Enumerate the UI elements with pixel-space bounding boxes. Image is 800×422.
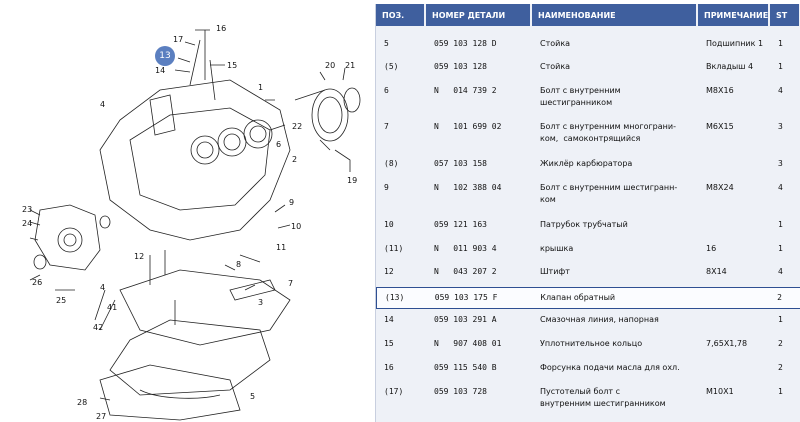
row-pos: (8): [384, 159, 399, 168]
row-part-number: N 101 699 02: [434, 122, 502, 131]
table-row-selected[interactable]: [376, 287, 800, 309]
row-name: Пустотелый болт с внутренним шестигранником: [540, 387, 666, 408]
row-pos: (5): [384, 62, 399, 71]
row-st: 1: [778, 244, 783, 253]
callout-12: 12: [134, 252, 145, 261]
callout-21: 21: [345, 61, 356, 70]
row-part-number: 059 103 175 F: [434, 293, 498, 302]
callout-16: 16: [216, 24, 227, 33]
row-note: [698, 158, 770, 170]
row-note: 8X14: [706, 267, 727, 276]
header-part-number: НОМЕР ДЕТАЛИ: [426, 4, 532, 26]
callout-23: 23: [22, 205, 33, 214]
row-pos: 9: [384, 183, 389, 192]
callout-14: 14: [155, 66, 166, 75]
row-st: 1: [778, 220, 783, 229]
row-pos: 6: [384, 86, 389, 95]
row-pos: 7: [384, 122, 389, 131]
row-st: 1: [778, 62, 783, 71]
callout-13-highlighted[interactable]: 13: [155, 46, 175, 66]
callout-11: 11: [276, 243, 287, 252]
callout-8: 8: [236, 260, 242, 269]
row-note: M6X15: [706, 122, 734, 131]
row-name: Болт с внутренним шестигранником: [540, 86, 621, 107]
row-note: 16: [706, 244, 717, 253]
row-part-number: 059 103 128: [434, 62, 487, 71]
row-name: Стойка: [540, 39, 571, 48]
row-st: 2: [778, 363, 783, 372]
callout-20: 20: [325, 61, 336, 70]
callout-22: 22: [292, 122, 303, 131]
callout-28: 28: [77, 398, 88, 407]
callout-15: 15: [227, 61, 238, 70]
row-st: 4: [778, 183, 783, 192]
callout-25: 25: [56, 296, 67, 305]
row-pos: (13): [385, 293, 405, 302]
table-row[interactable]: [376, 219, 800, 231]
row-pos: (11): [384, 244, 404, 253]
header-note: ПРИМЕЧАНИЕ: [698, 4, 770, 26]
callout-9: 9: [289, 198, 295, 207]
row-name: Штифт: [540, 267, 570, 276]
parts-list-table: [375, 4, 800, 422]
row-st: 4: [778, 86, 783, 95]
row-st: 1: [778, 315, 783, 324]
header-name: НАИМЕНОВАНИЕ: [532, 4, 698, 26]
table-row[interactable]: [376, 243, 800, 255]
header-pos: ПОЗ.: [376, 4, 426, 26]
row-name: Стойка: [540, 62, 571, 71]
table-header: [376, 4, 800, 26]
row-part-number: 059 103 728: [434, 387, 487, 396]
callout-6: 6: [276, 140, 282, 149]
row-note: Вкладыш 4: [706, 62, 754, 71]
row-part-number: N 907 408 01: [434, 339, 502, 348]
table-row[interactable]: [376, 266, 800, 278]
row-name: Болт с внутренним многограни- ком, самоконтрящийся: [540, 122, 676, 143]
engine-block-drawing: [0, 0, 370, 422]
row-name: Болт с внутренним шестигранн- ком: [540, 183, 678, 204]
callout-1: 1: [258, 83, 264, 92]
row-pos: 5: [384, 39, 389, 48]
callout-4a: 4: [100, 100, 106, 109]
callout-26: 26: [32, 278, 43, 287]
callout-7: 7: [288, 279, 294, 288]
row-note: Подшипник 1: [706, 39, 764, 48]
row-part-number: N 011 903 4: [434, 244, 497, 253]
table-row[interactable]: [376, 85, 800, 109]
row-part-number: N 102 388 04: [434, 183, 502, 192]
callout-10: 10: [291, 222, 302, 231]
row-note: M10X1: [706, 387, 734, 396]
row-name: Клапан обратный: [540, 293, 616, 302]
table-row[interactable]: [376, 61, 800, 73]
callout-3: 3: [258, 298, 264, 307]
row-st: 1: [778, 387, 783, 396]
row-name: крышка: [540, 244, 574, 253]
exploded-parts-diagram: [0, 0, 370, 422]
row-name: Жиклёр карбюратора: [540, 159, 633, 168]
table-row[interactable]: [376, 362, 800, 374]
header-st: ST: [770, 4, 800, 26]
row-pos: 12: [384, 267, 394, 276]
callout-17: 17: [173, 35, 184, 44]
callout-24: 24: [22, 219, 33, 228]
row-st: 2: [778, 339, 783, 348]
row-note: M8X24: [706, 183, 734, 192]
row-name: Форсунка подачи масла для охл.: [540, 363, 680, 372]
table-row[interactable]: [376, 158, 800, 170]
callout-19: 19: [347, 176, 358, 185]
table-row[interactable]: [376, 386, 800, 410]
row-note: [698, 314, 770, 326]
row-part-number: 057 103 158: [434, 159, 487, 168]
row-part-number: 059 103 291 A: [434, 315, 497, 324]
row-st: 3: [778, 159, 783, 168]
table-row[interactable]: [376, 338, 800, 350]
callout-42: 42: [93, 323, 104, 332]
row-part-number: 059 103 128 D: [434, 39, 497, 48]
row-part-number: N 043 207 2: [434, 267, 497, 276]
row-pos: 10: [384, 220, 394, 229]
row-pos: 14: [384, 315, 394, 324]
row-note: [698, 362, 770, 374]
row-st: 2: [777, 293, 782, 302]
table-row[interactable]: [376, 121, 800, 145]
row-st: 3: [778, 122, 783, 131]
row-note: [698, 219, 770, 231]
row-note: 7,65X1,78: [706, 339, 748, 348]
row-part-number: 059 115 540 B: [434, 363, 497, 372]
callout-41: 41: [107, 303, 118, 312]
row-part-number: N 014 739 2: [434, 86, 497, 95]
callout-27: 27: [96, 412, 107, 421]
row-name: Уплотнительное кольцо: [540, 339, 643, 348]
row-pos: (17): [384, 387, 404, 396]
row-st: 4: [778, 267, 783, 276]
callout-5: 5: [250, 392, 256, 401]
callout-2: 2: [292, 155, 298, 164]
row-pos: 16: [384, 363, 394, 372]
row-pos: 15: [384, 339, 394, 348]
row-name: Смазочная линия, напорная: [540, 315, 659, 324]
table-row[interactable]: [376, 38, 800, 50]
row-note: M8X16: [706, 86, 734, 95]
row-st: 1: [778, 39, 783, 48]
callout-4b: 4: [100, 283, 106, 292]
row-name: Патрубок трубчатый: [540, 220, 628, 229]
row-part-number: 059 121 163: [434, 220, 487, 229]
table-row[interactable]: [376, 314, 800, 326]
table-row[interactable]: [376, 182, 800, 206]
